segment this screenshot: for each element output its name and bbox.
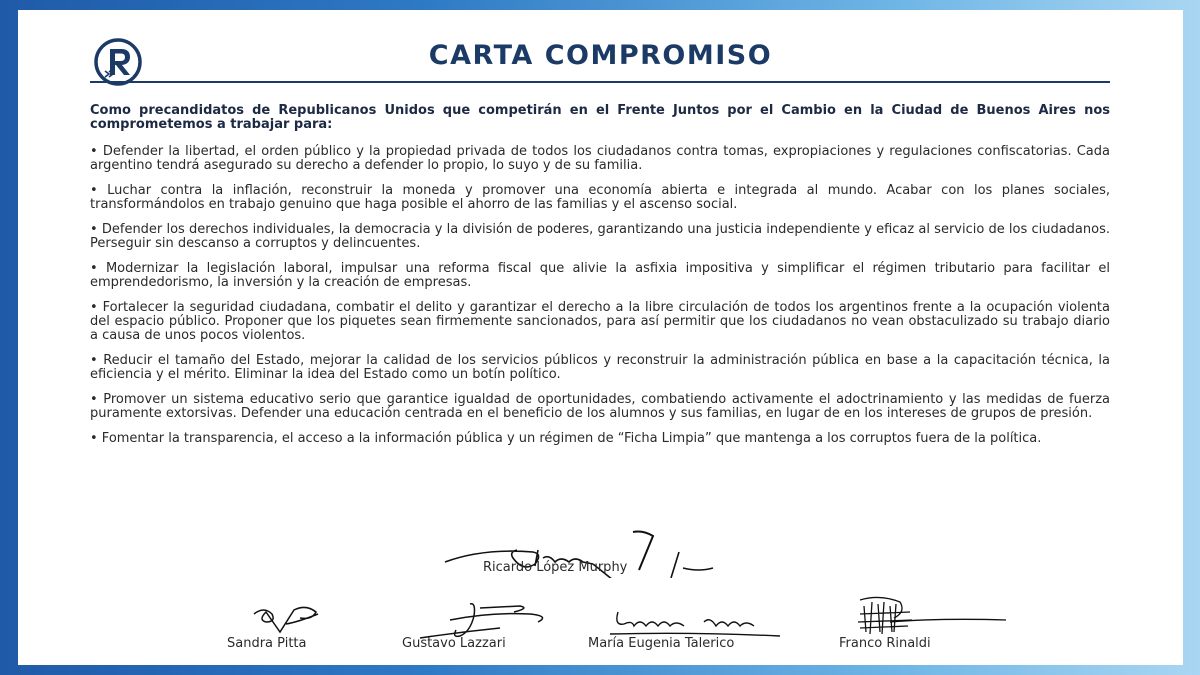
intro-paragraph: Como precandidatos de Republicanos Unidos que competirán en el Frente Juntos por el Cambio en la Ciudad de Buenos Aires nos comprometemos a trabajar para:	[90, 103, 1110, 132]
commitment-item: • Defender la libertad, el orden público y la propiedad privada de todos los ciudadanos contra tomas, expropiaciones y regulaciones confiscatorias. Cada argentino tendrá asegurado su derecho a defender lo propio, lo suyo y de su familia.	[90, 144, 1110, 173]
signatory-name: Sandra Pitta	[227, 636, 307, 651]
commitment-item: • Defender los derechos individuales, la democracia y la división de poderes, garantizando una justicia independiente y eficaz al servicio de los ciudadanos. Perseguir sin descanso a corruptos y delincuentes.	[90, 222, 1110, 251]
signatory-name: Gustavo Lazzari	[402, 636, 506, 651]
title-divider	[90, 81, 1110, 83]
letter-page	[18, 10, 1183, 665]
signature-maria-eugenia-talerico	[604, 602, 784, 640]
signature-sandra-pitta	[246, 602, 336, 638]
signatory-name: María Eugenia Talerico	[588, 636, 735, 651]
commitment-item: • Modernizar la legislación laboral, impulsar una reforma fiscal que alivie la asfixia impositiva y simplificar el régimen tributario para facilitar el emprendedorismo, la inversión y la creación de empresas.	[90, 261, 1110, 290]
signature-franco-rinaldi	[830, 592, 1010, 640]
signatory-name-main: Ricardo López Murphy	[483, 560, 628, 575]
commitment-item: • Fortalecer la seguridad ciudadana, combatir el delito y garantizar el derecho a la libre circulación de todos los argentinos frente a la ocupación violenta del espacio público. Proponer que los piquetes sean firmemente sancionados, para así permitir que los ciudadanos no vean obstaculizado su trabajo diario a causa de unos pocos violentos.	[90, 300, 1110, 343]
commitment-item: • Luchar contra la inflación, reconstruir la moneda y promover una economía abierta e integrada al mundo. Acabar con los planes sociales, transformándolos en trabajo genuino que haga posible el ahorro de las familias y el ascenso social.	[90, 183, 1110, 212]
signatory-name: Franco Rinaldi	[839, 636, 931, 651]
commitment-item: • Reducir el tamaño del Estado, mejorar la calidad de los servicios públicos y reconstruir la administración pública en base a la capacitación técnica, la eficiencia y el mérito. Eliminar la idea del Estado como un botín político.	[90, 353, 1110, 382]
page-title: CARTA COMPROMISO	[428, 40, 773, 71]
commitment-item: • Promover un sistema educativo serio que garantice igualdad de oportunidades, combatiendo activamente el adoctrinamiento y las medidas de fuerza puramente extorsivas. Defender una educación centrada en el beneficio de los alumnos y sus familias, en lugar de en los intereses de grupos de presión.	[90, 392, 1110, 421]
letter-body	[90, 104, 1110, 457]
commitment-item: • Fomentar la transparencia, el acceso a la información pública y un régimen de “Ficha Limpia” que mantenga a los corruptos fuera de la política.	[90, 431, 1042, 446]
